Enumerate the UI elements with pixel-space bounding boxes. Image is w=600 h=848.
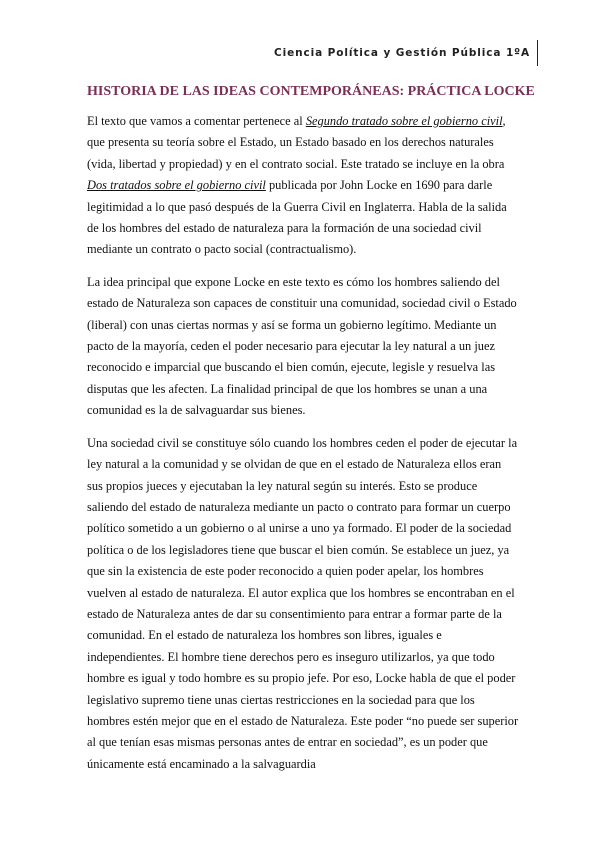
work-title-segundo-tratado: Segundo tratado sobre el gobierno civil [305, 114, 503, 128]
work-title-dos-tratados: Dos tratados sobre el gobierno civil [87, 178, 266, 193]
paragraph-1-text-a: El texto que vamos a comentar pertenece al [87, 114, 306, 128]
paragraph-1-text-c: publicada por John Locke en 1690 para darle legitimidad a lo que pasó después de la Guerra Civil en Inglaterra. Habla de la salida de los hombres del estado de naturaleza para la formación de una sociedad civil mediante un contrato o pacto social (contractualismo). [87, 178, 507, 257]
paragraph-1 [87, 111, 520, 261]
paragraph-3: Una sociedad civil se constituye sólo cuando los hombres ceden el poder de ejecutar la ley natural a la comunidad y se olvidan de que en el estado de Naturaleza ellos eran sus propios jueces y ejecutaban la ley natural según su interés. Esto se produce saliendo del estado de naturaleza mediante un pacto o contrato para formar un cuerpo político sometido a un gobierno o al unirse a uno ya formado. El poder de la sociedad política o de los legisladores tiene que buscar el bien común. Se establece un juez, ya que sin la existencia de este poder reconocido a quien poder apelar, los hombres vuelven al estado de naturaleza. El autor explica que los hombres se encontraban en el estado de Naturaleza antes de dar su consentimiento para entrar a formar parte de la comunidad. En el estado de naturaleza los hombres son libres, iguales e independientes. El hombre tiene derechos pero es inseguro utilizarlos, ya que todo hombre es igual y todo hombre es su propio jefe. Por eso, Locke habla de que el poder legislativo supremo tiene unas ciertas restricciones en la sociedad para que los hombres estén mejor que en el estado de Naturaleza. Este poder “no puede ser superior al que tenían esas mismas personas antes de entrar en sociedad”, es un poder que únicamente está encaminado a la salvaguardia [87, 435, 519, 771]
document-title: HISTORIA DE LAS IDEAS CONTEMPORÁNEAS: PRÁCTICA LOCKE [87, 84, 535, 99]
paragraph-1-text-b: , que presenta su teoría sobre el Estado, un Estado basado en los derechos naturales (vida, libertad y propiedad) y en el contrato social. Este tratado se incluye en la obra [87, 114, 506, 171]
document-body [87, 111, 520, 786]
course-header: Ciencia Política y Gestión Pública 1ºA [273, 47, 530, 59]
paragraph-2: La idea principal que expone Locke en este texto es cómo los hombres saliendo del estado de Naturaleza son capaces de constituir una comunidad, sociedad civil o Estado (liberal) con unas ciertas normas y así se forma un gobierno legítimo. Mediante un pacto de la mayoría, ceden el poder necesario para ejecutar la ley natural a un juez reconocido e imparcial que buscando el bien común, ejecute, legisle y resuelva las disputas que les afecten. La finalidad principal de que los hombres se unan a una comunidad es la de salvaguardar sus bienes. [87, 274, 517, 418]
